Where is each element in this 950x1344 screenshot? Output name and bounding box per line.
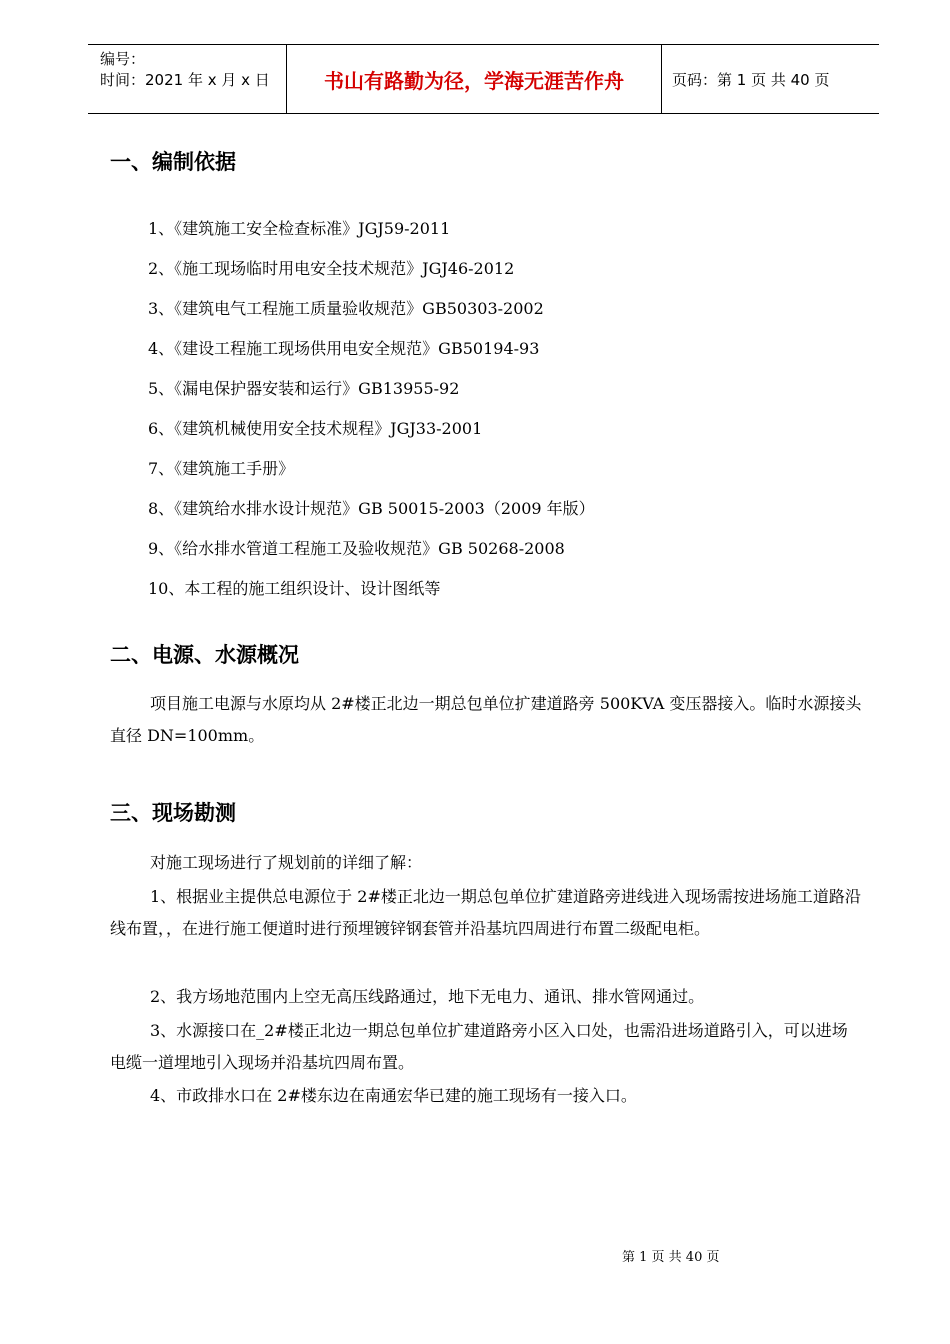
- section-title-basis: 一、编制依据: [110, 150, 236, 174]
- page-header: [88, 44, 879, 114]
- reference-item: 1、《建筑施工安全检查标准》JGJ59-2011: [148, 219, 451, 238]
- paragraph: 3、水源接口在_2#楼正北边一期总包单位扩建道路旁小区入口处，也需沿进场道路引入，可以进场电缆一道埋地引入现场并沿基坑四周布置。: [110, 1021, 848, 1072]
- reference-item: 6、《建筑机械使用安全技术规程》JGJ33-2001: [148, 419, 483, 438]
- section-title-power-water: 二、电源、水源概况: [110, 643, 299, 667]
- header-meta: [88, 45, 286, 113]
- reference-item: 5、《漏电保护器安装和运行》GB13955-92: [148, 379, 460, 398]
- document-number-label: 编号：: [100, 50, 146, 68]
- reference-item: 3、《建筑电气工程施工质量验收规范》GB50303-2002: [148, 299, 544, 318]
- reference-item: 7、《建筑施工手册》: [148, 459, 295, 478]
- reference-item: 8、《建筑给水排水设计规范》GB 50015-2003（2009 年版）: [148, 499, 595, 518]
- reference-item: 10、本工程的施工组织设计、设计图纸等: [148, 579, 441, 598]
- document-time-label: 时间：2021 年 x 月 x 日: [100, 71, 270, 89]
- page-footer: 第 1 页 共 40 页: [622, 1250, 720, 1265]
- header-page-label: 页码：第 1 页 共 40 页: [672, 70, 830, 89]
- reference-item: 9、《给水排水管道工程施工及验收规范》GB 50268-2008: [148, 539, 565, 558]
- header-motto: 书山有路勤为径，学海无涯苦作舟: [286, 45, 662, 113]
- reference-item: 4、《建设工程施工现场供用电安全规范》GB50194-93: [148, 339, 540, 358]
- paragraph: 2、我方场地范围内上空无高压线路通过，地下无电力、通讯、排水管网通过。: [150, 987, 705, 1006]
- section-title-site-survey: 三、现场勘测: [110, 801, 236, 825]
- paragraph: 4、市政排水口在 2#楼东边在南通宏华已建的施工现场有一接入口。: [150, 1086, 637, 1105]
- paragraph: 1、根据业主提供总电源位于 2#楼正北边一期总包单位扩建道路旁进线进入现场需按进场施工道路沿线布置，，在进行施工便道时进行预埋镀锌钢套管并沿基坑四周进行布置二级配电柜。: [110, 887, 861, 938]
- paragraph: 对施工现场进行了规划前的详细了解：: [150, 853, 423, 872]
- reference-item: 2、《施工现场临时用电安全技术规范》JGJ46-2012: [148, 259, 515, 278]
- paragraph: 项目施工电源与水原均从 2#楼正北边一期总包单位扩建道路旁 500KVA 变压器接入。临时水源接头直径 DN=100mm。: [110, 694, 862, 745]
